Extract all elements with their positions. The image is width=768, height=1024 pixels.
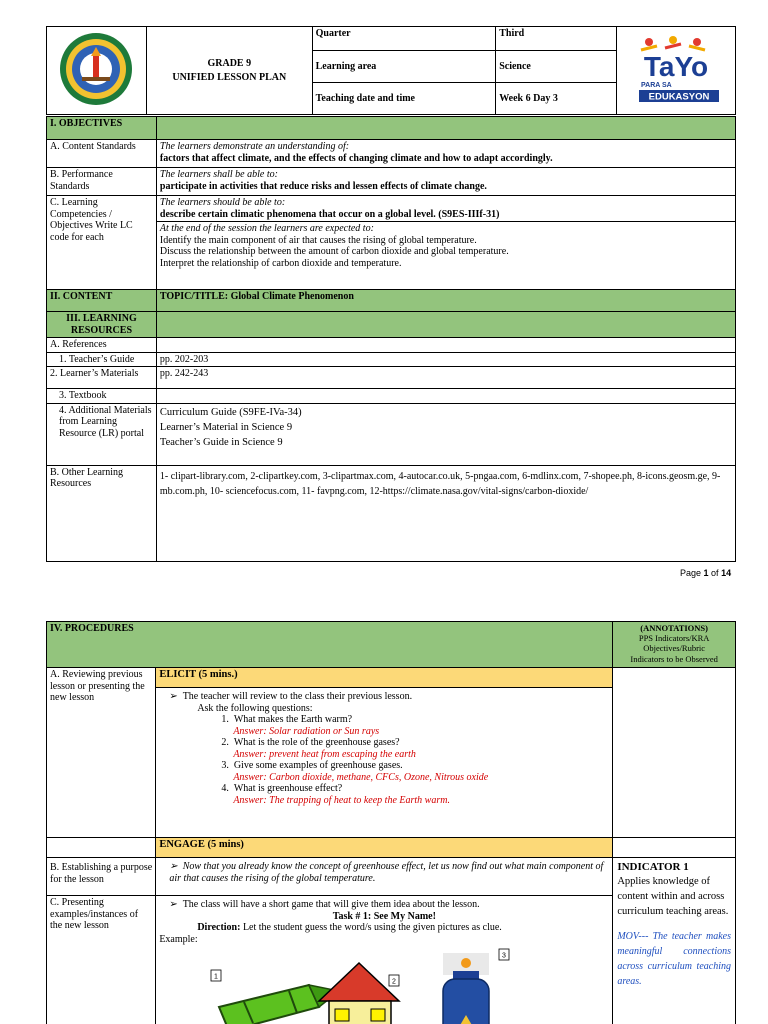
- question-number: 2.: [221, 737, 229, 748]
- question-number: 3.: [221, 760, 229, 771]
- example-label: Example:: [159, 933, 198, 945]
- indicator-cell: [613, 858, 736, 1024]
- question-text: Give some examples of greenhouse gases.: [233, 760, 403, 771]
- session-item: Discuss the relationship between the amount of carbon dioxide and global temperature.: [159, 246, 509, 257]
- content-standards-intro: The learners demonstrate an understanding of:: [159, 141, 350, 152]
- competencies-label: C. Learning Competencies / Objectives Write LC code for each: [47, 196, 157, 290]
- competencies-intro: The learners should be able to:: [159, 197, 286, 208]
- engage-phase: ENGAGE (5 mins): [156, 838, 613, 858]
- presenting-cell: [156, 896, 613, 1024]
- deped-logo-cell: [47, 27, 147, 115]
- question-number: 1.: [221, 714, 229, 725]
- learning-area-label: Learning area: [312, 51, 496, 83]
- objectives-table: [46, 116, 736, 562]
- clue-number: 1: [214, 973, 219, 981]
- performance-standards-label: B. Performance Standards: [47, 168, 157, 196]
- procedures-table: [46, 621, 736, 1024]
- question-text: What is greenhouse effect?: [233, 783, 343, 794]
- engage-annotation-spacer: [613, 838, 736, 858]
- content-standards-label: A. Content Standards: [47, 140, 157, 168]
- procedures-title: IV. PROCEDURES: [47, 622, 613, 668]
- quarter-value: Third: [496, 27, 617, 51]
- review-cell: [156, 688, 613, 838]
- annotations-line: Objectives/Rubric: [643, 643, 706, 654]
- objectives-title-spacer: [156, 117, 735, 140]
- question-item: [159, 714, 609, 726]
- clue-number: 2: [392, 978, 397, 986]
- question-answer: Answer: Carbon dioxide, methane, CFCs, Ozone, Nitrous oxide: [233, 771, 489, 783]
- question-number: 4.: [221, 783, 229, 794]
- references-label: A. References: [47, 338, 157, 353]
- learning-area-value: Science: [496, 51, 617, 83]
- teaching-date-label: Teaching date and time: [312, 83, 496, 115]
- page-of: of: [708, 568, 722, 578]
- engage-label-spacer: [47, 838, 156, 858]
- competencies-text: describe certain climatic phenomena that occur on a global level. (S9ES-IIIf-31): [159, 208, 500, 220]
- teaching-date-value: Week 6 Day 3: [496, 83, 617, 115]
- quarter-label: Quarter: [312, 27, 496, 51]
- other-resources-label: B. Other Learning Resources: [47, 465, 157, 561]
- session-objectives: [157, 222, 735, 270]
- presenting-bullet-text: The class will have a short game that will give them idea about the lesson.: [182, 899, 480, 910]
- direction-label: Direction:: [197, 922, 241, 933]
- purpose-cell: [156, 858, 613, 896]
- other-resources-value: 1- clipart-library.com, 2-clipartkey.com, 3-clipartmax.com, 4-autocar.co.uk, 5-pngaa.com, 6-mdlinx.com, 7-shopee.ph, 8-icons.geosm.ge, 9-mb.com.ph, 10- sciencefocus.com, 11- favpng.com, 12-https://climate.nasa.gov/vital-signs/carbon-dioxide/: [156, 465, 735, 561]
- additional-item: Teacher’s Guide in Science 9: [159, 436, 283, 448]
- edukasyon-text: EDUKASYON: [648, 91, 710, 103]
- review-ask: Ask the following questions:: [197, 702, 313, 714]
- header-table: [46, 26, 736, 115]
- learners-materials-value: pp. 242-243: [156, 367, 735, 389]
- plan-label: UNIFIED LESSON PLAN: [172, 71, 287, 83]
- resources-title: III. LEARNING RESOURCES: [47, 312, 157, 338]
- teachers-guide-label: 1. Teacher’s Guide: [47, 352, 157, 367]
- tayo-text: TaYo: [643, 50, 709, 82]
- resources-title-spacer: [156, 312, 735, 338]
- purpose-label: B. Establishing a purpose for the lesson: [47, 858, 156, 896]
- crayon-icon: [211, 970, 339, 1024]
- annotation-cell-a: [613, 668, 736, 838]
- additional-materials-label: 4. Additional Materials from Learning Resource (LR) portal: [47, 403, 157, 465]
- indicator-title: INDICATOR 1: [617, 861, 689, 873]
- elicit-phase: ELICIT (5 mins.): [156, 668, 613, 688]
- header-title-cell: [146, 27, 312, 115]
- tayo-edukasyon-logo: [621, 32, 731, 106]
- page-total: 14: [721, 568, 732, 578]
- competencies-block: [157, 196, 735, 222]
- additional-materials-cell: [156, 403, 735, 465]
- purpose-bullet: ➢ Now that you already know the concept of greenhouse effect, let us now find out what main component of air that causes the rising of the global temperature.: [169, 861, 604, 884]
- performance-standards-cell: [156, 168, 735, 196]
- house-icon: [319, 963, 399, 1024]
- grade-label: GRADE 9: [207, 58, 252, 69]
- annotations-title: (ANNOTATIONS): [640, 623, 708, 633]
- presenting-label: C. Presenting examples/instances of the new lesson: [47, 896, 156, 1024]
- references-spacer: [156, 338, 735, 353]
- presenting-bullet: ➢ The class will have a short game that will give them idea about the lesson.: [169, 899, 480, 910]
- content-title: II. CONTENT: [47, 290, 157, 312]
- purpose-text: Now that you already know the concept of greenhouse effect, let us now find out what main component of air that causes the rising of the global temperature.: [169, 861, 604, 884]
- clue-pictures: [159, 945, 609, 1024]
- additional-item: Learner’s Material in Science 9: [159, 421, 293, 433]
- page-number: [680, 568, 731, 578]
- annotations-line: PPS Indicators/KRA: [638, 633, 710, 644]
- gas-tank-icon: [443, 949, 509, 1024]
- learners-materials-label: 2. Learner’s Materials: [47, 367, 157, 389]
- question-item: [159, 737, 609, 749]
- question-item: [159, 760, 609, 772]
- tayo-logo-cell: [616, 27, 735, 115]
- session-intro: At the end of the session the learners are expected to:: [159, 223, 374, 234]
- textbook-value: [156, 389, 735, 404]
- content-standards-text: factors that affect climate, and the effects of changing climate and how to adapt accordingly.: [159, 152, 553, 164]
- question-text: What is the role of the greenhouse gases?: [233, 737, 400, 748]
- para-sa-text: PARA SA: [640, 81, 672, 89]
- question-text: What makes the Earth warm?: [233, 714, 353, 725]
- direction-line: [159, 922, 609, 934]
- page-prefix: Page: [680, 568, 704, 578]
- review-questions: [159, 714, 609, 806]
- direction-text: Let the student guess the word/s using the given pictures as clue.: [240, 922, 502, 933]
- objectives-title: I. OBJECTIVES: [47, 117, 157, 140]
- annotations-line: Indicators to be Observed: [630, 653, 718, 664]
- performance-standards-text: participate in activities that reduce risks and lessen effects of climate change.: [159, 180, 487, 192]
- textbook-label: 3. Textbook: [47, 389, 157, 404]
- deped-seal-icon: [50, 29, 142, 109]
- review-bullet: ➢ The teacher will review to the class their previous lesson.: [169, 691, 413, 702]
- question-answer: Answer: The trapping of heat to keep the Earth warm.: [233, 794, 450, 806]
- session-item: Interpret the relationship of carbon dioxide and temperature.: [159, 257, 402, 269]
- competencies-cell: [156, 196, 735, 290]
- annotations-header: [613, 622, 736, 668]
- page-current: 1: [703, 568, 709, 578]
- content-standards-cell: [156, 140, 735, 168]
- additional-item: Curriculum Guide (S9FE-IVa-34): [159, 406, 302, 418]
- task-title: Task # 1: See My Name!: [332, 910, 436, 922]
- session-item: Identify the main component of air that causes the rising of global temperature.: [159, 234, 477, 246]
- indicator-mov: MOV--- The teacher makes meaningful connections across curriculum teaching areas.: [617, 931, 731, 988]
- reviewing-label: A. Reviewing previous lesson or presenting the new lesson: [47, 668, 156, 838]
- question-item: [159, 783, 609, 795]
- question-answer: Answer: prevent heat from escaping the earth: [233, 748, 416, 760]
- performance-standards-intro: The learners shall be able to:: [159, 169, 278, 180]
- question-answer: Answer: Solar radiation or Sun rays: [233, 725, 380, 737]
- clue-number: 3: [502, 952, 507, 960]
- topic-title: TOPIC/TITLE: Global Climate Phenomenon: [156, 290, 735, 312]
- indicator-text: Applies knowledge of content within and across curriculum teaching areas.: [617, 875, 729, 918]
- teachers-guide-value: pp. 202-203: [156, 352, 735, 367]
- review-bullet-text: The teacher will review to the class their previous lesson.: [182, 691, 413, 702]
